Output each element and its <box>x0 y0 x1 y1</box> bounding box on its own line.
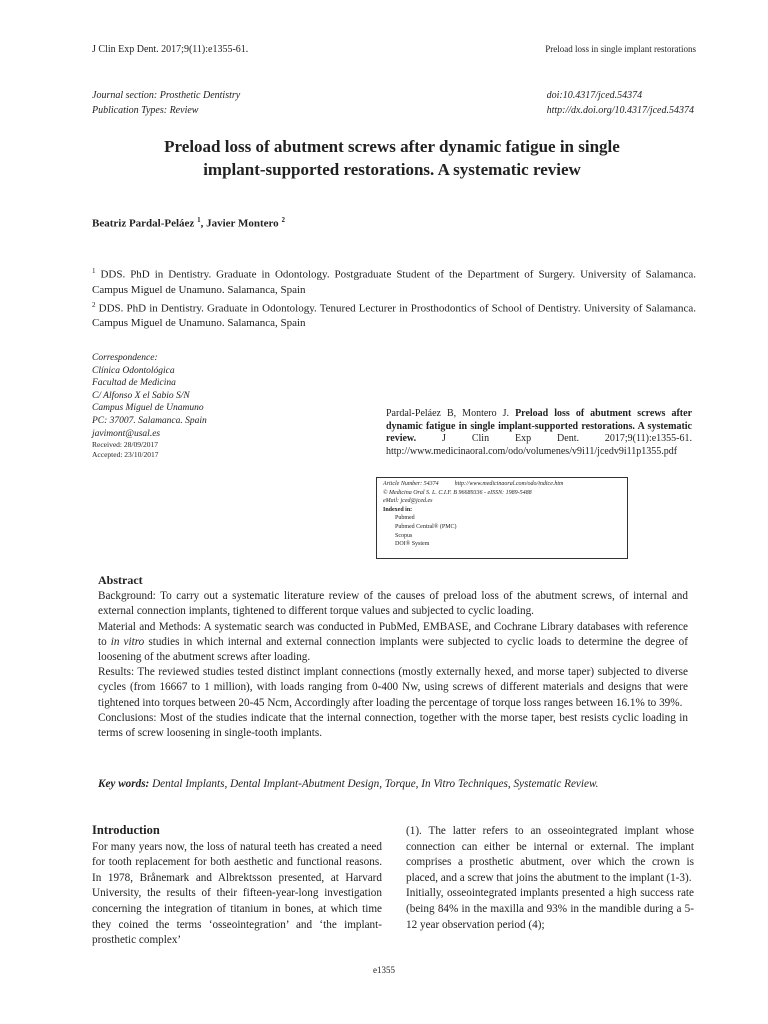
introduction-heading: Introduction <box>92 823 160 837</box>
author-name: Javier Montero <box>206 217 279 230</box>
article-meta-right <box>547 88 694 118</box>
introduction-paragraph: For many years now, the loss of natural teeth has created a need for tooth replacement for both aesthetic and functional reasons. In 1978, Brånemark and Albrektsson presented, at Harvard University, the results of their fifteen-year-long investigation concerning the integration of titanium in bones, at which time they coined the terms ‘osseointegration’ and ‘the implant-prosthetic complex’ <box>92 840 382 947</box>
correspondence-line: PC: 37007. Salamanca. Spain <box>92 415 207 426</box>
running-header-title: Preload loss in single implant restorations <box>545 44 696 54</box>
author-affiliation-mark: 1 <box>197 216 201 224</box>
abstract-heading: Abstract <box>98 573 143 587</box>
introduction-paragraph: Initially, osseointegrated implants presented a high success rate (being 84% in the maxilla and 93% in the mandible during a 5-12 year observation period (4); <box>406 887 694 931</box>
page-number: e1355 <box>373 965 395 975</box>
abstract-methods: Material and Methods: A systematic search was conducted in PubMed, EMBASE, and Cochrane Library databases with reference to in vitro studies in which internal and external connection implants were subjected to cyclic loads to determine the degree of loosening of the abutment screws after loading. <box>98 620 688 664</box>
author-name: Beatriz Pardal-Peláez <box>92 217 195 230</box>
affiliations <box>92 264 696 331</box>
doi: doi:10.4317/jced.54374 <box>546 90 643 101</box>
article-number: Article Number: 54374 <box>383 481 439 487</box>
publication-type: Publication Types: Review <box>92 105 199 116</box>
received-date: Received: 28/09/2017 <box>92 440 159 449</box>
submission-dates <box>92 440 158 460</box>
correspondence-line: Campus Miguel de Unamuno <box>92 403 204 414</box>
copyright-line: © Medicina Oral S. L. C.I.F. B 96689336 - eISSN: 1989-5488 <box>383 489 532 496</box>
abstract-conclusions: Conclusions: Most of the studies indicate that the internal connection, together with the morse taper, best resists cyclic loading in terms of screw loosening in single-tooth implants. <box>98 711 688 740</box>
correspondence-label: Correspondence: <box>92 353 158 363</box>
abstract-background: Background: To carry out a systematic literature review of the causes of preload loss of the abutment screws, of internal and external connection implants, tightened to different torque values and subjected to cyclic loading. <box>98 590 688 618</box>
citation-source: J Clin Exp Dent. 2017;9(11):e1355-61. <box>442 433 693 445</box>
affiliation-2: $^2$ DDS. PhD in Dentistry. Graduate in Odontology. Tenured Lecturer in Prosthodontics of School of Dentistry. University of Salamanca. Campus Miguel de Unamuno. Salamanca, Spain <box>92 300 696 330</box>
accepted-date: Accepted: 23/10/2017 <box>92 450 159 459</box>
author-affiliation-mark: 2 <box>281 216 285 224</box>
introduction-paragraph: (1). The latter refers to an osseointegrated implant whose connection can either be internal or external. The implant comprises a prosthetic abutment, over which the crown is placed, and a screw that joins the abutment to the implant (1-3). <box>406 825 694 884</box>
correspondence-line: Clínica Odontológica <box>92 365 175 376</box>
keywords-label: Key words: <box>98 778 150 790</box>
citation-url[interactable]: http://www.medicinaoral.com/odo/volumenes/v9i11/jcedv9i11p1355.pdf <box>386 445 678 457</box>
abstract <box>98 573 688 741</box>
title-line-1: Preload loss of abutment screws after dynamic fatigue in single <box>164 137 620 156</box>
keywords-text: Dental Implants, Dental Implant-Abutment Design, Torque, In Vitro Techniques, Systematic Review. <box>152 778 599 790</box>
journal-site-link[interactable]: http://www.medicinaoral.com/odo/indice.htm <box>454 481 564 487</box>
introduction-left-column <box>92 823 382 949</box>
article-title <box>92 135 692 181</box>
abstract-results: Results: The reviewed studies tested distinct implant connections (mostly externally hexed, and morse taper) subjected to diverse cycles (from 16667 to 1 million), with loads ranging from 0-400 Nw, using screws of different materials and designs that were tightened into torques between 20-45 Ncm, Accordingly after loading the percentage of torque loss ranges between 16.1% to 39%. <box>98 666 688 709</box>
article-meta-left <box>92 88 240 118</box>
citation-authors: Pardal-Peláez B, Montero J. <box>386 408 510 419</box>
citation-block <box>386 408 692 458</box>
indexed-label: Indexed in: <box>383 506 413 513</box>
correspondence-email[interactable]: javimont@usal.es <box>92 428 161 439</box>
indexed-item: Pubmed Central® (PMC) <box>395 523 457 530</box>
article-info-box <box>376 477 628 559</box>
indexed-item: Pubmed <box>395 515 415 522</box>
keywords <box>98 778 694 790</box>
citation-title: Preload loss of abutment screws after dynamic fatigue in single implant-supported restorations. A systematic review. <box>386 408 693 445</box>
indexed-item: Scopus <box>395 532 413 539</box>
journal-section: Journal section: Prosthetic Dentistry <box>92 90 241 101</box>
indexed-item: DOI® System <box>395 541 430 548</box>
title-line-2: implant-supported restorations. A systematic review <box>203 160 581 179</box>
affiliation-1: $^1$ DDS. PhD in Dentistry. Graduate in Odontology. Postgraduate Student of the Department of Surgery. University of Salamanca. Campus Miguel de Unamuno. Salamanca, Spain <box>92 267 696 296</box>
article-number-row <box>383 480 621 489</box>
correspondence <box>92 352 207 440</box>
running-header-journal: J Clin Exp Dent. 2017;9(11):e1355-61. <box>92 44 249 55</box>
doi-link[interactable]: http://dx.doi.org/10.4317/jced.54374 <box>546 105 694 116</box>
correspondence-line: C/ Alfonso X el Sabio S/N <box>92 390 190 401</box>
correspondence-line: Facultad de Medicina <box>92 378 176 389</box>
introduction-right-column <box>406 824 694 933</box>
author-list: Beatriz Pardal-Peláez $^1$, Javier Montero $^2$ <box>92 216 285 230</box>
journal-email[interactable]: eMail: jced@jced.es <box>383 498 433 505</box>
